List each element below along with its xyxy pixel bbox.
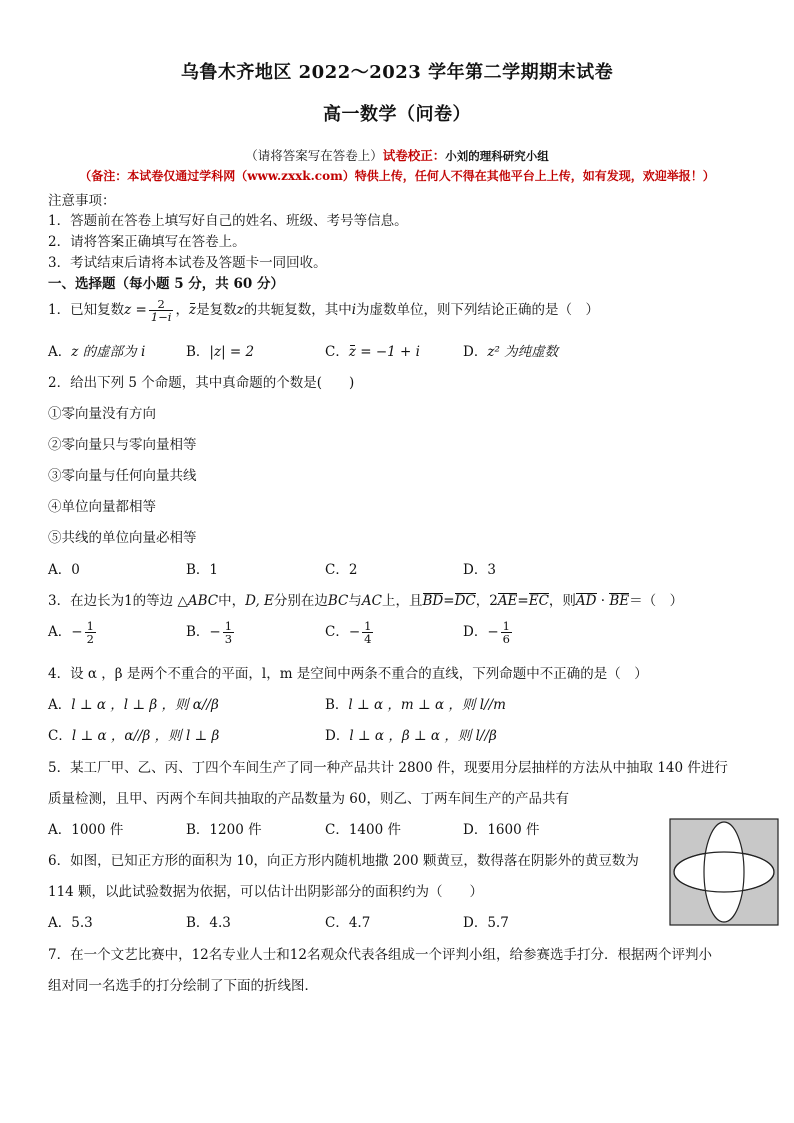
q2-option-b: B．1: [186, 562, 219, 578]
answer-note-prefix: （请将答案写在答卷上）: [245, 148, 383, 163]
question-7-line-2: 组对同一名选手的打分绘制了下面的折线图．: [48, 978, 318, 994]
q3-option-d: D．− $\frac{1}{6}$: [463, 619, 510, 647]
q5-option-c: C．1400 件: [325, 822, 401, 838]
q5-option-b: B．1200 件: [186, 822, 262, 838]
notice-item: 3．考试结束后请将本试卷及答题卡一同回收。: [48, 255, 327, 271]
square-ellipse-figure: [669, 818, 779, 926]
question-6-line-1: 6．如图，已知正方形的面积为 10，向正方形内随机地撒 200 颗黄豆，数得落在阴影外的黄豆数为: [48, 853, 639, 869]
q1-option-b: B．|z| = 2: [186, 344, 255, 360]
red-note: （备注：本试卷仅通过学科网（www.zxxk.com）特供上传，任何人不得在其他平台上上传，如有发现，欢迎举报！）: [79, 169, 715, 183]
q6-option-c: C．4.7: [325, 915, 371, 931]
q2-option-a: A．0: [48, 562, 80, 578]
proposition: ③零向量与任何向量共线: [48, 468, 197, 484]
q4-option-a: A．l ⊥ α ，l ⊥ β ，则 α//β: [48, 697, 219, 713]
answer-note: [0, 146, 794, 164]
q4-option-c: C．l ⊥ α ，α//β ，则 l ⊥ β: [48, 728, 220, 744]
q6-option-d: D．5.7: [463, 915, 509, 931]
q2-option-c: C．2: [325, 562, 358, 578]
q4-option-b: B．l ⊥ α ，m ⊥ α ，则 l//m: [325, 697, 506, 713]
q3-option-b: B．− $\frac{1}{3}$: [186, 619, 233, 647]
question-5-line-1: 5．某工厂甲、乙、丙、丁四个车间生产了同一种产品共计 2800 件，现要用分层抽样的方法从中抽取 140 件进行: [48, 760, 728, 776]
q5-option-a: A．1000 件: [48, 822, 124, 838]
proposition: ④单位向量都相等: [48, 499, 156, 515]
q2-option-d: D．3: [463, 562, 496, 578]
proposition: ⑤共线的单位向量必相等: [48, 530, 197, 546]
question-2-stem: 2．给出下列 5 个命题，其中真命题的个数是( ): [48, 375, 355, 391]
q6-option-a: A．5.3: [48, 915, 93, 931]
notice-heading: 注意事项：: [48, 193, 116, 209]
question-1-stem: 1．已知复数z = $\frac{2}{1-i}$ ，z是复数z的共轭复数，其中i为虚数单位，则下列结论正确的是（ ）: [48, 297, 600, 325]
q1-option-c: C．z = −1 + i: [325, 344, 420, 360]
proposition: ①零向量没有方向: [48, 406, 156, 422]
q3-option-a: A．− $\frac{1}{2}$: [48, 619, 94, 647]
section-heading: 一、选择题（每小题 5 分，共 60 分）: [48, 276, 284, 292]
question-7-line-1: 7．在一个文艺比赛中，12名专业人士和12名观众代表各组成一个评判小组，给参赛选手打分．根据两个评判小: [48, 947, 712, 963]
q3-option-c: C．− $\frac{1}{4}$: [325, 619, 372, 647]
q1-option-d: D．z² 为纯虚数: [463, 344, 559, 360]
vertical-ellipse: [704, 822, 744, 922]
notice-item: 1．答题前在答卷上填写好自己的姓名、班级、考号等信息。: [48, 213, 408, 229]
proofread-group: 小刘的理科研究小组: [445, 149, 549, 163]
question-5-line-2: 质量检测，且甲、丙两个车间共抽取的产品数量为 60，则乙、丁两车间生产的产品共有: [48, 791, 569, 807]
question-4-stem: 4．设 α ，β 是两个不重合的平面，l，m 是空间中两条不重合的直线，下列命题中不正确的是（ ）: [48, 666, 648, 682]
exam-subtitle: 高一数学（问卷）: [323, 104, 471, 125]
question-3-stem: 3．在边长为1的等边 △ABC中，D, E分别在边BC与AC上，且BD=DC，2AE=EC，则AD · BE＝（ ）: [48, 593, 684, 609]
question-6-line-2: 114 颗，以此试验数据为依据，可以估计出阴影部分的面积约为（ ）: [48, 884, 484, 900]
q1-option-a: A．z 的虚部为 i: [48, 344, 146, 360]
q4-option-d: D．l ⊥ α ，β ⊥ α ，则 l//β: [325, 728, 497, 744]
q5-option-d: D．1600 件: [463, 822, 540, 838]
proposition: ②零向量只与零向量相等: [48, 437, 197, 453]
proofread-label: 试卷校正：: [382, 148, 446, 163]
fraction: $\frac{2}{1-i}$: [150, 297, 172, 325]
q6-option-b: B．4.3: [186, 915, 231, 931]
exam-title: 乌鲁木齐地区 2022～2023 学年第二学期期末试卷: [180, 62, 614, 83]
notice-item: 2．请将答案正确填写在答卷上。: [48, 234, 246, 250]
